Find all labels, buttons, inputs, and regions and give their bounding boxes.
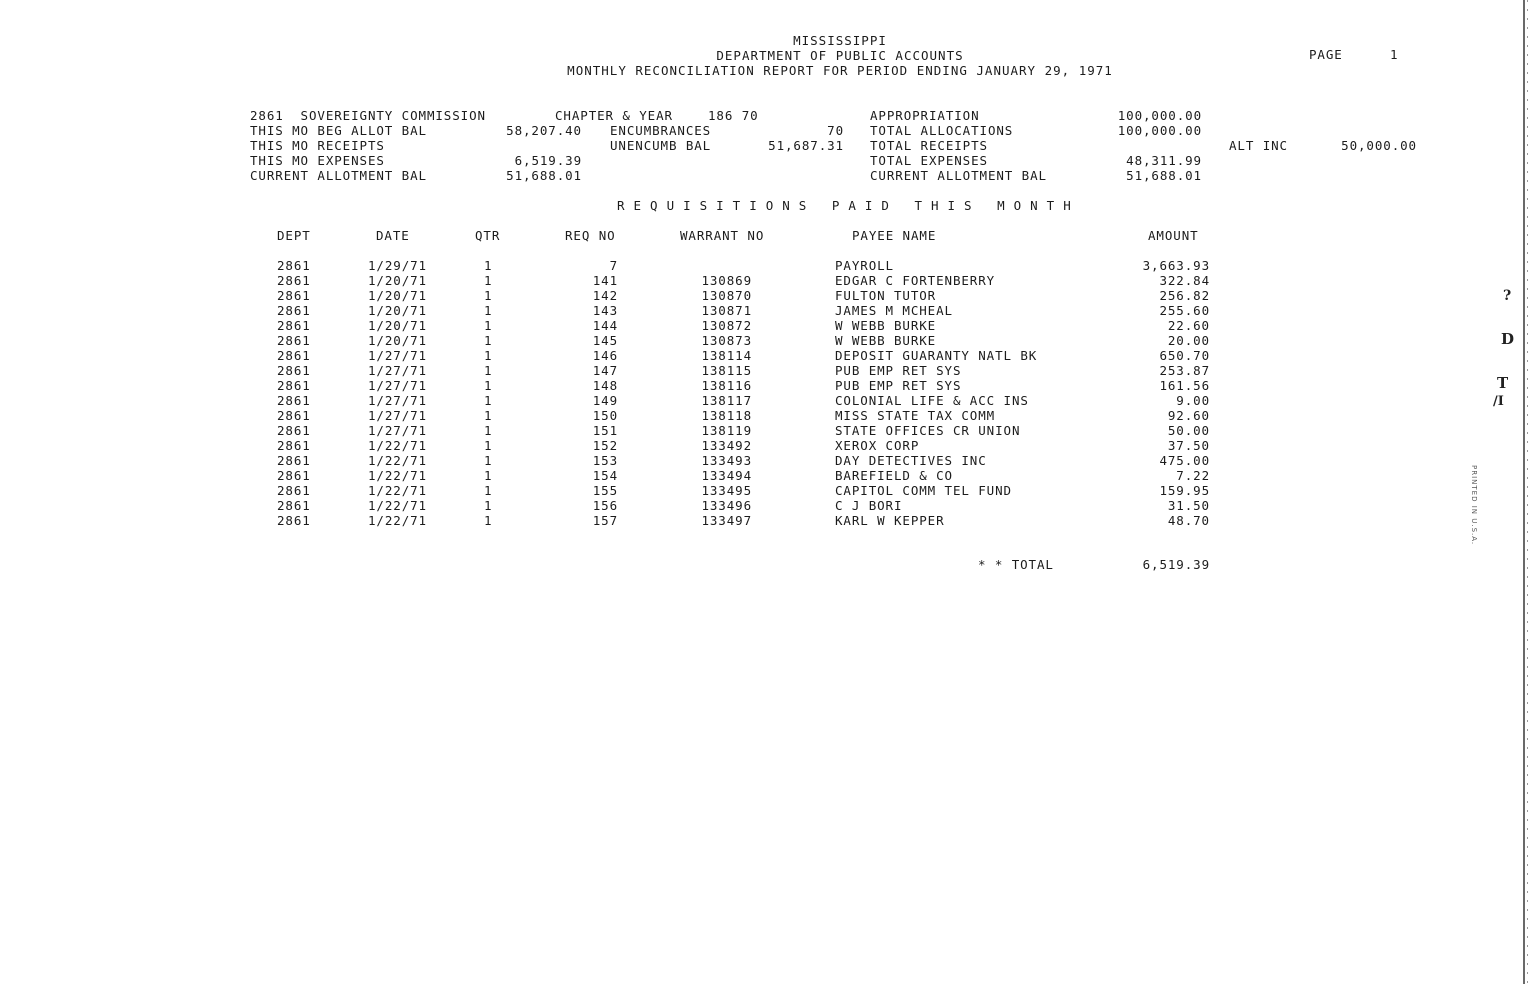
right-current-allot-bal-value: 51,688.01 [1126,168,1202,183]
cell-qtr: 1 [484,483,493,498]
table-row [0,498,1530,513]
cell-payee-name: MISS STATE TAX COMM [835,408,996,423]
col-req-no: REQ NO [565,228,616,243]
cell-warrant-no: 138118 [701,408,752,423]
table-row [0,408,1530,423]
cell-warrant-no: 133497 [701,513,752,528]
cell-dept: 2861 [277,288,311,303]
cell-warrant-no: 130869 [701,273,752,288]
cell-req-no: 155 [592,483,618,498]
section-title: REQUISITIONS PAID THIS MONTH [617,198,1080,213]
col-amount: AMOUNT [1148,228,1199,243]
cell-amount: 20.00 [1167,333,1210,348]
table-row [0,258,1530,273]
cell-date: 1/22/71 [368,483,427,498]
cell-date: 1/27/71 [368,363,427,378]
cell-qtr: 1 [484,468,493,483]
total-allocations-value: 100,000.00 [1117,123,1202,138]
total-allocations-label: TOTAL ALLOCATIONS [870,123,1014,138]
cell-qtr: 1 [484,258,493,273]
cell-payee-name: STATE OFFICES CR UNION [835,423,1021,438]
current-allot-bal-value: 51,688.01 [506,168,582,183]
col-payee-name: PAYEE NAME [852,228,937,243]
cell-req-no: 157 [592,513,618,528]
cell-amount: 37.50 [1167,438,1210,453]
table-row [0,273,1530,288]
report-title: MONTHLY RECONCILIATION REPORT FOR PERIOD ENDING JANUARY 29, 1971 [567,63,1113,78]
cell-dept: 2861 [277,348,311,363]
cell-req-no: 142 [592,288,618,303]
table-row [0,513,1530,528]
cell-payee-name: DEPOSIT GUARANTY NATL BK [835,348,1038,363]
cell-payee-name: FULTON TUTOR [835,288,937,303]
table-row [0,318,1530,333]
cell-req-no: 146 [592,348,618,363]
cell-qtr: 1 [484,288,493,303]
cell-warrant-no: 138115 [701,363,752,378]
unencumb-bal-value: 51,687.31 [768,138,844,153]
cell-req-no: 153 [592,453,618,468]
cell-warrant-no: 138119 [701,423,752,438]
cell-req-no: 156 [592,498,618,513]
table-row [0,453,1530,468]
cell-qtr: 1 [484,438,493,453]
cell-payee-name: PUB EMP RET SYS [835,378,962,393]
margin-mark: D [1501,330,1515,348]
cell-dept: 2861 [277,258,311,273]
cell-qtr: 1 [484,423,493,438]
total-value: 6,519.39 [1142,557,1210,572]
appropriation-value: 100,000.00 [1117,108,1202,123]
cell-amount: 92.60 [1167,408,1210,423]
cell-amount: 475.00 [1159,453,1210,468]
right-current-allot-bal-label: CURRENT ALLOTMENT BAL [870,168,1047,183]
cell-date: 1/20/71 [368,273,427,288]
cell-dept: 2861 [277,453,311,468]
margin-mark: T [1497,374,1509,392]
cell-qtr: 1 [484,348,493,363]
cell-req-no: 148 [592,378,618,393]
table-row [0,483,1530,498]
cell-amount: 256.82 [1159,288,1210,303]
cell-amount: 31.50 [1167,498,1210,513]
cell-date: 1/22/71 [368,498,427,513]
agency-name: 2861 SOVEREIGNTY COMMISSION [250,108,486,123]
cell-qtr: 1 [484,318,493,333]
cell-date: 1/20/71 [368,303,427,318]
cell-qtr: 1 [484,378,493,393]
cell-qtr: 1 [484,408,493,423]
appropriation-label: APPROPRIATION [870,108,980,123]
cell-date: 1/27/71 [368,378,427,393]
cell-payee-name: KARL W KEPPER [835,513,945,528]
table-row [0,393,1530,408]
cell-warrant-no: 138116 [701,378,752,393]
chapter-year-value: 186 70 [708,108,759,123]
cell-qtr: 1 [484,453,493,468]
cell-amount: 9.00 [1176,393,1210,408]
cell-qtr: 1 [484,333,493,348]
table-row [0,468,1530,483]
report-department: DEPARTMENT OF PUBLIC ACCOUNTS [716,48,964,63]
cell-req-no: 154 [592,468,618,483]
cell-warrant-no: 130871 [701,303,752,318]
cell-warrant-no: 133494 [701,468,752,483]
cell-dept: 2861 [277,408,311,423]
cell-amount: 3,663.93 [1142,258,1210,273]
cell-req-no: 150 [592,408,618,423]
table-row [0,333,1530,348]
beg-allot-bal-label: THIS MO BEG ALLOT BAL [250,123,427,138]
total-expenses-label: TOTAL EXPENSES [870,153,988,168]
cell-date: 1/22/71 [368,453,427,468]
total-label: * * TOTAL [978,557,1054,572]
cell-payee-name: PAYROLL [835,258,894,273]
cell-dept: 2861 [277,393,311,408]
total-expenses-value: 48,311.99 [1126,153,1202,168]
cell-amount: 50.00 [1167,423,1210,438]
cell-dept: 2861 [277,273,311,288]
cell-payee-name: COLONIAL LIFE & ACC INS [835,393,1029,408]
cell-warrant-no: 130870 [701,288,752,303]
cell-date: 1/27/71 [368,348,427,363]
table-row [0,303,1530,318]
cell-dept: 2861 [277,363,311,378]
receipts-label: THIS MO RECEIPTS [250,138,385,153]
cell-warrant-no: 130873 [701,333,752,348]
cell-dept: 2861 [277,483,311,498]
cell-amount: 322.84 [1159,273,1210,288]
cell-amount: 161.56 [1159,378,1210,393]
cell-payee-name: JAMES M MCHEAL [835,303,953,318]
cell-date: 1/27/71 [368,423,427,438]
cell-req-no: 141 [592,273,618,288]
margin-mark: /I [1493,394,1504,409]
cell-warrant-no: 138114 [701,348,752,363]
expenses-value: 6,519.39 [514,153,582,168]
printed-stamp: PRINTED IN U.S.A. [1470,465,1478,546]
col-date: DATE [376,228,410,243]
table-row [0,363,1530,378]
cell-dept: 2861 [277,423,311,438]
cell-req-no: 145 [592,333,618,348]
table-row [0,378,1530,393]
cell-req-no: 149 [592,393,618,408]
cell-dept: 2861 [277,303,311,318]
col-dept: DEPT [277,228,311,243]
cell-dept: 2861 [277,498,311,513]
cell-dept: 2861 [277,513,311,528]
alt-inc-value: 50,000.00 [1341,138,1417,153]
cell-dept: 2861 [277,468,311,483]
cell-amount: 650.70 [1159,348,1210,363]
cell-dept: 2861 [277,438,311,453]
cell-warrant-no: 133492 [701,438,752,453]
beg-allot-bal-value: 58,207.40 [506,123,582,138]
cell-date: 1/22/71 [368,438,427,453]
cell-dept: 2861 [277,333,311,348]
cell-date: 1/27/71 [368,408,427,423]
cell-amount: 255.60 [1159,303,1210,318]
expenses-label: THIS MO EXPENSES [250,153,385,168]
cell-date: 1/20/71 [368,318,427,333]
col-qtr: QTR [475,228,501,243]
cell-amount: 48.70 [1167,513,1210,528]
cell-amount: 7.22 [1176,468,1210,483]
cell-warrant-no: 133496 [701,498,752,513]
unencumb-bal-label: UNENCUMB BAL [610,138,712,153]
cell-qtr: 1 [484,393,493,408]
cell-payee-name: CAPITOL COMM TEL FUND [835,483,1012,498]
cell-req-no: 147 [592,363,618,378]
table-row [0,288,1530,303]
alt-inc-label: ALT INC [1229,138,1288,153]
cell-qtr: 1 [484,498,493,513]
cell-date: 1/20/71 [368,288,427,303]
cell-qtr: 1 [484,273,493,288]
margin-mark: ? [1503,288,1512,304]
cell-payee-name: W WEBB BURKE [835,333,937,348]
encumbrances-label: ENCUMBRANCES [610,123,712,138]
page-label: PAGE [1309,47,1343,62]
cell-warrant-no: 138117 [701,393,752,408]
cell-req-no: 7 [609,258,618,273]
col-warrant-no: WARRANT NO [680,228,765,243]
cell-date: 1/22/71 [368,513,427,528]
cell-dept: 2861 [277,318,311,333]
cell-payee-name: PUB EMP RET SYS [835,363,962,378]
cell-amount: 253.87 [1159,363,1210,378]
chapter-year-label: CHAPTER & YEAR [555,108,673,123]
cell-dept: 2861 [277,378,311,393]
cell-warrant-no: 133493 [701,453,752,468]
cell-date: 1/22/71 [368,468,427,483]
table-row [0,348,1530,363]
total-receipts-label: TOTAL RECEIPTS [870,138,988,153]
cell-date: 1/20/71 [368,333,427,348]
cell-payee-name: XEROX CORP [835,438,920,453]
report-state: MISSISSIPPI [793,33,887,48]
cell-req-no: 152 [592,438,618,453]
cell-payee-name: EDGAR C FORTENBERRY [835,273,996,288]
cell-qtr: 1 [484,513,493,528]
cell-warrant-no: 130872 [701,318,752,333]
encumbrances-value: 70 [827,123,844,138]
table-row [0,423,1530,438]
page-number: 1 [1390,47,1399,62]
cell-warrant-no: 133495 [701,483,752,498]
cell-date: 1/27/71 [368,393,427,408]
cell-payee-name: W WEBB BURKE [835,318,937,333]
page-edge-perforation [1527,0,1528,984]
cell-payee-name: C J BORI [835,498,903,513]
cell-qtr: 1 [484,363,493,378]
cell-req-no: 143 [592,303,618,318]
current-allot-bal-label: CURRENT ALLOTMENT BAL [250,168,427,183]
cell-amount: 22.60 [1167,318,1210,333]
cell-payee-name: DAY DETECTIVES INC [835,453,987,468]
table-row [0,438,1530,453]
cell-req-no: 144 [592,318,618,333]
cell-payee-name: BAREFIELD & CO [835,468,953,483]
cell-req-no: 151 [592,423,618,438]
page-edge-line [1523,0,1525,984]
cell-amount: 159.95 [1159,483,1210,498]
cell-date: 1/29/71 [368,258,427,273]
cell-qtr: 1 [484,303,493,318]
